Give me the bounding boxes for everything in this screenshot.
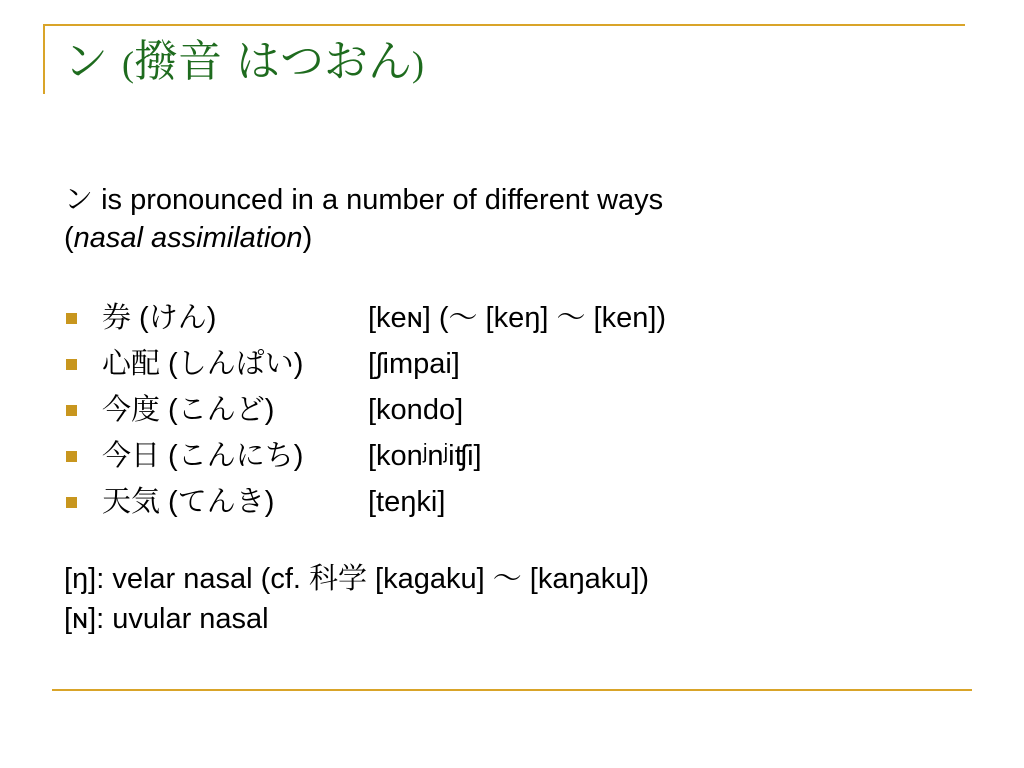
list-item <box>64 341 666 387</box>
example-word: 天気 (てんき) <box>102 486 275 518</box>
title-text: 撥音 はつおん <box>134 36 412 87</box>
intro-open-paren: ( <box>64 222 74 254</box>
example-ipa: [teŋki] <box>368 486 446 518</box>
top-rule <box>43 24 965 26</box>
list-item <box>64 479 666 525</box>
example-word: 今度 (こんど) <box>102 394 275 426</box>
intro-line-1 <box>64 180 666 219</box>
uvular-nasal-note: [ɴ]: uvular nasal <box>64 603 269 635</box>
examples-list <box>64 295 666 525</box>
intro-kana: ン <box>64 182 94 216</box>
example-ipa: [ʃimpai] <box>368 348 460 380</box>
title-open-paren: ( <box>122 44 134 84</box>
velar-nasal-note: [ŋ]: velar nasal (cf. 科学 [kagaku] ～ [kaŋaku]) <box>64 563 650 595</box>
intro-close-paren: ) <box>302 222 313 254</box>
square-bullet-icon <box>66 497 77 508</box>
title-kana: ン <box>64 36 108 87</box>
bottom-rule <box>52 689 972 691</box>
example-ipa: [konʲnʲiʧi] <box>368 440 482 472</box>
list-item <box>64 433 666 479</box>
title-close-paren: ) <box>412 44 424 84</box>
example-word: 心配 (しんぱい) <box>102 348 304 380</box>
example-word: 今日 (こんにち) <box>102 440 304 472</box>
square-bullet-icon <box>66 405 77 416</box>
intro-line-2 <box>64 219 666 257</box>
slide-body <box>64 180 666 639</box>
intro-text: is pronounced in a number of different ways <box>93 184 664 216</box>
square-bullet-icon <box>66 359 77 370</box>
intro-italic-term: nasal assimilation <box>73 222 303 254</box>
list-item <box>64 387 666 433</box>
list-item <box>64 295 666 341</box>
slide-title <box>64 36 424 89</box>
example-ipa: [kondo] <box>368 394 464 426</box>
example-ipa: [keɴ] (～ [keŋ] ～ [ken]) <box>368 302 667 334</box>
left-rule <box>43 24 45 94</box>
square-bullet-icon <box>66 313 77 324</box>
square-bullet-icon <box>66 451 77 462</box>
example-word: 券 (けん) <box>102 302 217 334</box>
